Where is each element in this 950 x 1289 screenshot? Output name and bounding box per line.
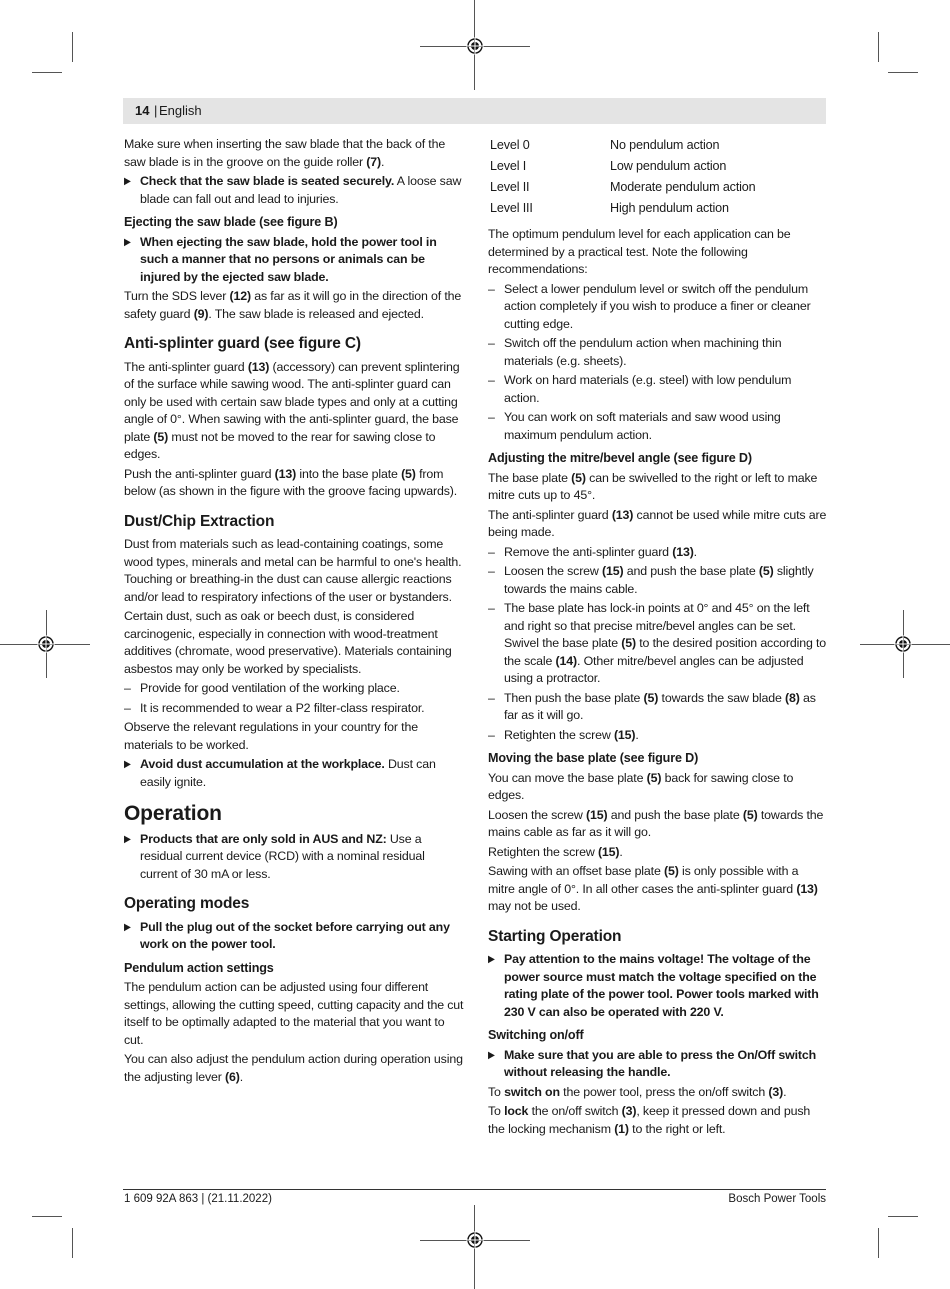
section-heading: Dust/Chip Extraction: [124, 512, 275, 530]
dash-item: – Provide for good ventilation of the working place.: [124, 681, 400, 695]
left-column: [124, 136, 464, 1088]
section-heading: Anti-splinter guard (see figure C): [124, 335, 361, 352]
bullet-triangle-icon: ▶: [124, 236, 131, 248]
paragraph: Loosen the screw (15) and push the base plate (5) towards the mains cable as far as it will go.: [488, 807, 824, 839]
crop-mark: [888, 72, 918, 73]
warning-item: ▶ Pay attention to the mains voltage! The voltage of the power source must match the voltage specified on the rating plate of the power tool. Power tools marked with 230 V can also be operated with 220 V.: [488, 952, 819, 1019]
footer-brand: Bosch Power Tools: [728, 1193, 826, 1205]
warning-item: ▶ Make sure that you are able to press the On/Off switch without releasing the handle.: [488, 1047, 817, 1079]
bullet-triangle-icon: ▶: [124, 759, 131, 770]
paragraph: Turn the SDS lever (12) as far as it will go in the direction of the safety guard (9). The saw blade is released and ejected.: [124, 289, 462, 321]
dash-item: – Work on hard materials (e.g. steel) with low pendulum action.: [488, 373, 792, 405]
dash-item: – Loosen the screw (15) and push the base plate (5) slightly towards the mains cable.: [488, 564, 814, 596]
paragraph: The anti-splinter guard (13) cannot be used while mitre cuts are being made.: [488, 507, 827, 539]
paragraph: The base plate (5) can be swivelled to the right or left to make mitre cuts up to 45°.: [488, 470, 818, 502]
registration-mark-icon: [466, 1231, 484, 1249]
warning-item: ▶ Check that the saw blade is seated securely. A loose saw blade can fall out and lead to injuries.: [124, 174, 462, 206]
table-row: Level II Moderate pendulum action: [490, 180, 756, 195]
paragraph: The anti-splinter guard (13) (accessory) can prevent splintering of the surface while sawing wood. The anti-splinter guard can only be used with certain saw blade types and only at a cutting angle of 0°. When sawing with the anti-splinter guard, the base plate (5) must not be moved to the rear for sawing close to edges.: [124, 359, 460, 461]
warning-item: ▶ Pull the plug out of the socket before carrying out any work on the power tool.: [124, 919, 450, 951]
dash-item: – Remove the anti-splinter guard (13).: [488, 544, 697, 559]
warning-item: ▶ Products that are only sold in AUS and NZ: Use a residual current device (RCD) with a nominal residual current of 30 mA or less.: [124, 831, 425, 881]
paragraph: You can move the base plate (5) back for sawing close to edges.: [488, 770, 794, 802]
pendulum-level-table: [488, 136, 756, 220]
paragraph: Observe the relevant regulations in your country for the materials to be worked.: [124, 720, 418, 752]
crop-mark: [888, 1216, 918, 1217]
page-header: [123, 98, 826, 124]
bullet-triangle-icon: ▶: [124, 921, 131, 933]
paragraph: To switch on the power tool, press the on/off switch (3).: [488, 1084, 787, 1099]
paragraph: The optimum pendulum level for each application can be determined by a practical test. Note the following recommendations:: [488, 227, 791, 276]
header-language: English: [159, 103, 202, 118]
crop-mark: [878, 32, 879, 62]
subheading: Ejecting the saw blade (see figure B): [124, 215, 338, 229]
page-number: 14: [135, 103, 150, 118]
table-row: Level III High pendulum action: [490, 201, 729, 216]
dash-item: – The base plate has lock-in points at 0° and 45° on the left and right so that precise mitre/bevel angles can be set. Swivel the base plate (5) to the desired position according to the scale (14). Other mitre/bevel angles can be adjusted using a protractor.: [488, 601, 827, 685]
paragraph: Retighten the screw (15).: [488, 844, 623, 859]
bullet-triangle-icon: ▶: [124, 833, 131, 845]
footer-rule: [123, 1189, 826, 1190]
paragraph: Push the anti-splinter guard (13) into the base plate (5) from below (as shown in the figure with the groove facing upwards).: [124, 466, 458, 498]
registration-mark-icon: [466, 37, 484, 55]
paragraph: You can also adjust the pendulum action during operation using the adjusting lever (6).: [124, 1052, 463, 1084]
crop-mark: [32, 1216, 62, 1217]
bullet-triangle-icon: ▶: [488, 954, 495, 965]
table-row: Level I Low pendulum action: [490, 159, 727, 174]
paragraph: Make sure when inserting the saw blade that the back of the saw blade is in the groove on the guide roller (7).: [124, 137, 446, 169]
table-row: Level 0 No pendulum action: [490, 138, 720, 153]
subheading: Pendulum action settings: [124, 960, 274, 975]
registration-mark-icon: [894, 635, 912, 653]
section-heading: Operating modes: [124, 895, 250, 912]
footer-doc-id: 1 609 92A 863 | (21.11.2022): [124, 1193, 272, 1205]
crop-mark: [32, 72, 62, 73]
registration-mark-icon: [37, 635, 55, 653]
subheading: Switching on/off: [488, 1028, 584, 1042]
dash-item: – You can work on soft materials and saw wood using maximum pendulum action.: [488, 410, 781, 442]
right-column: [488, 136, 828, 1140]
bullet-triangle-icon: ▶: [124, 176, 131, 187]
warning-item: ▶ Avoid dust accumulation at the workplace. Dust can easily ignite.: [124, 757, 436, 789]
dash-item: – Select a lower pendulum level or switch off the pendulum action completely if you wish to produce a finer or cleaner cutting edge.: [488, 281, 811, 331]
warning-item: ▶ When ejecting the saw blade, hold the power tool in such a manner that no persons or animals can be injured by the ejected saw blade.: [124, 234, 437, 284]
crop-mark: [72, 1228, 73, 1258]
crop-mark: [72, 32, 73, 62]
section-heading: Starting Operation: [488, 927, 622, 945]
subheading: Moving the base plate (see figure D): [488, 751, 699, 765]
header-separator: |: [154, 103, 158, 118]
chapter-heading: Operation: [124, 802, 222, 825]
paragraph: Sawing with an offset base plate (5) is only possible with a mitre angle of 0°. In all other cases the anti-splinter guard (13) may not be used.: [488, 864, 818, 913]
subheading: Adjusting the mitre/bevel angle (see figure D): [488, 451, 752, 465]
paragraph: Dust from materials such as lead-containing coatings, some wood types, minerals and metal can be harmful to one's health. Touching or breathing-in the dust can cause allergic reactions and/or lead to respiratory infections of the user or bystanders.: [124, 537, 462, 604]
crop-mark: [878, 1228, 879, 1258]
paragraph: The pendulum action can be adjusted using four different settings, allowing the cutting speed, cutting capacity and the cut itself to be optimally adapted to the material that you want to cut.: [124, 980, 464, 1047]
bullet-triangle-icon: ▶: [488, 1049, 495, 1061]
paragraph: To lock the on/off switch (3), keep it pressed down and push the locking mechanism (1) to the right or left.: [488, 1104, 811, 1136]
dash-item: – Then push the base plate (5) towards the saw blade (8) as far as it will go.: [488, 690, 816, 722]
paragraph: Certain dust, such as oak or beech dust, is considered carcinogenic, especially in connection with wood-treatment additives (chromate, wood preservative). Materials containing asbestos may only be worked by specialists.: [124, 609, 452, 676]
dash-item: – Switch off the pendulum action when machining thin materials (e.g. sheets).: [488, 336, 782, 368]
dash-item: – It is recommended to wear a P2 filter-class respirator.: [124, 700, 425, 715]
dash-item: – Retighten the screw (15).: [488, 727, 639, 742]
